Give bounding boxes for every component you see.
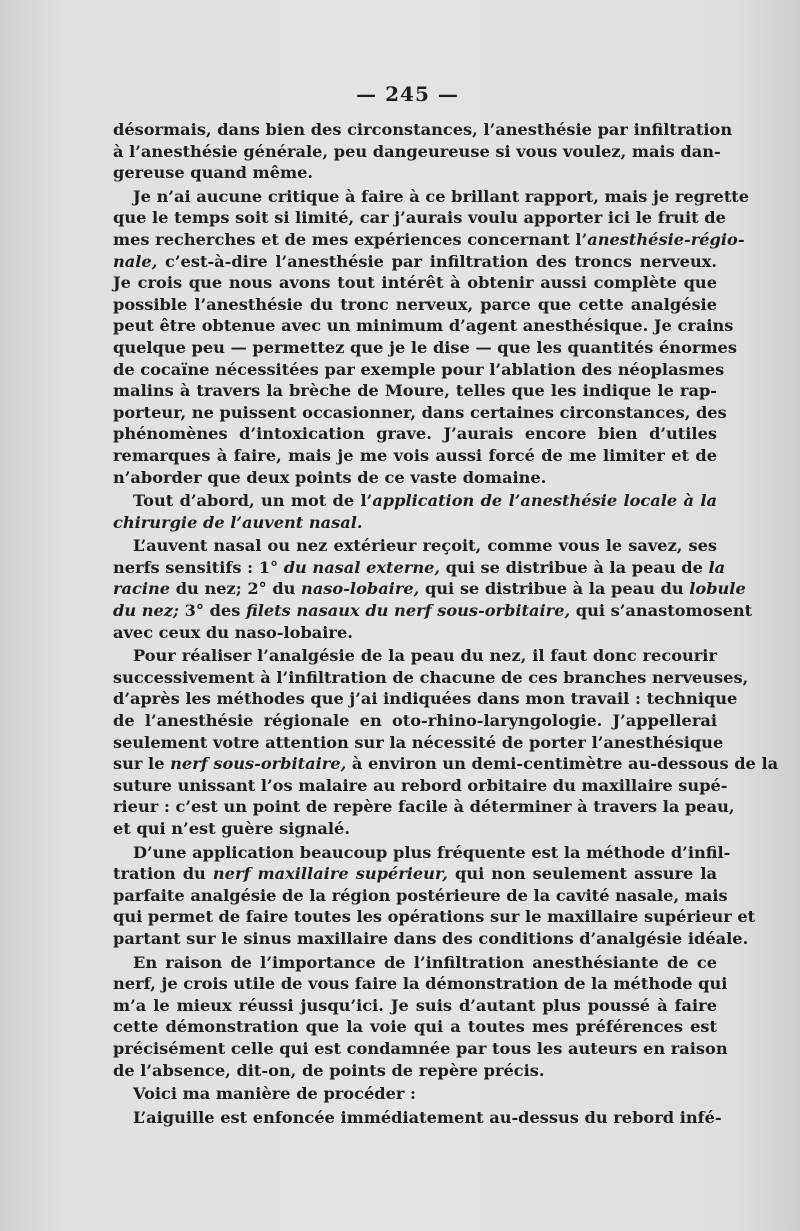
text-line: désormais, dans bien des circonstances, l’anesthésie par infiltration	[113, 120, 733, 139]
text-line: sur le nerf sous-orbitaire, à environ un demi-centimètre au-dessous de la	[113, 754, 779, 774]
text-line: suture unissant l’os malaire au rebord orbitaire du maxillaire supé-	[113, 775, 728, 795]
text-line: successivement à l’infiltration de chacune de ces branches nerveuses,	[113, 667, 749, 687]
text-line: En raison de l’importance de l’infiltration anesthésiante de ce	[133, 952, 717, 972]
text-line: parfaite analgésie de la région postérieure de la cavité nasale, mais	[113, 885, 728, 905]
text-line: nale, c’est-à-dire l’anesthésie par infiltration des troncs nerveux.	[113, 251, 717, 271]
text-line: seulement votre attention sur la nécessité de porter l’anesthésique	[113, 732, 724, 752]
text-line: m’a le mieux réussi jusqu’ici. Je suis d’autant plus poussé à faire	[113, 995, 717, 1015]
paragraph	[113, 842, 756, 950]
text-line: n’aborder que deux points de ce vaste domaine.	[113, 467, 547, 487]
text-line: racine du nez; 2° du naso-lobaire, qui se distribue à la peau du lobule	[113, 579, 746, 599]
text-line: Voici ma manière de procéder :	[133, 1084, 417, 1104]
text-line: porteur, ne puissent occasionner, dans certaines circonstances, des	[113, 402, 727, 422]
text-line: peut être obtenue avec un minimum d’agent anesthésique. Je crains	[113, 316, 734, 336]
paragraph	[113, 1083, 717, 1105]
text-line: partant sur le sinus maxillaire dans des conditions d’analgésie idéale.	[113, 928, 749, 948]
text-line: D’une application beaucoup plus fréquente est la méthode d’infil-	[133, 842, 731, 862]
text-line: avec ceux du naso-lobaire.	[113, 622, 353, 642]
text-line: à l’anesthésie générale, peu dangeureuse si vous voulez, mais dan-	[113, 141, 721, 161]
text-line: cette démonstration que la voie qui a toutes mes préférences est	[113, 1017, 717, 1037]
text-line: mes recherches et de mes expériences concernant l’anesthésie-régio-	[113, 229, 745, 249]
text-line: Je crois que nous avons tout intérêt à obtenir aussi complète que	[113, 273, 717, 293]
text-line: chirurgie de l’auvent nasal.	[113, 512, 363, 532]
page-number: — 245 —	[356, 82, 459, 106]
paragraph	[113, 1107, 722, 1129]
paragraph	[113, 535, 753, 643]
paragraph	[113, 645, 779, 839]
text-line: Tout d’abord, un mot de l’application de l’anesthésie locale à la	[133, 491, 718, 511]
text-line: possible l’anesthésie du tronc nerveux, parce que cette analgésie	[113, 294, 717, 314]
text-line: de cocaïne nécessitées par exemple pour l’ablation des néoplasmes	[113, 359, 725, 379]
text-line: tration du nerf maxillaire supérieur, qui non seulement assure la	[113, 864, 718, 884]
text-line: précisément celle qui est condamnée par tous les auteurs en raison	[113, 1038, 728, 1058]
text-line: du nez; 3° des filets nasaux du nerf sous-orbitaire, qui s’anastomosent	[113, 601, 753, 621]
paragraph	[113, 119, 733, 184]
text-line: et qui n’est guère signalé.	[113, 819, 350, 838]
text-line: nerf, je crois utile de vous faire la démonstration de la méthode qui	[113, 974, 728, 994]
text-line: Pour réaliser l’analgésie de la peau du nez, il faut donc recourir	[133, 646, 717, 666]
text-line: de l’anesthésie régionale en oto-rhino-laryngologie. J’appellerai	[113, 711, 717, 731]
text-line: rieur : c’est un point de repère facile à déterminer à travers la peau,	[113, 797, 735, 817]
text-line: L’aiguille est enfoncée immédiatement au-dessus du rebord infé-	[133, 1107, 722, 1127]
paragraph	[113, 952, 728, 1082]
paragraph	[113, 490, 717, 533]
text-line: L’auvent nasal ou nez extérieur reçoit, comme vous le savez, ses	[133, 536, 717, 556]
text-line: nerfs sensitifs : 1° du nasal externe, qui se distribue à la peau de la	[113, 557, 726, 577]
text-line: quelque peu — permettez que je le dise — que les quantités énormes	[113, 337, 737, 357]
text-line: que le temps soit si limité, car j’aurais voulu apporter ici le fruit de	[113, 208, 726, 228]
text-line: phénomènes d’intoxication grave. J’aurais encore bien d’utiles	[113, 424, 717, 444]
text-line: malins à travers la brèche de Moure, telles que les indique le rap-	[113, 381, 717, 401]
text-line: de l’absence, dit-on, de points de repère précis.	[113, 1060, 545, 1080]
text-line: Je n’ai aucune critique à faire à ce brillant rapport, mais je regrette	[133, 186, 750, 206]
paragraph	[113, 186, 750, 488]
text-line: gereuse quand même.	[113, 163, 314, 183]
body-text	[113, 119, 779, 1128]
text-line: remarques à faire, mais je me vois aussi forcé de me limiter et de	[113, 445, 717, 465]
text-line: qui permet de faire toutes les opérations sur le maxillaire supérieur et	[113, 907, 756, 927]
text-line: d’après les méthodes que j’ai indiquées dans mon travail : technique	[113, 689, 738, 709]
